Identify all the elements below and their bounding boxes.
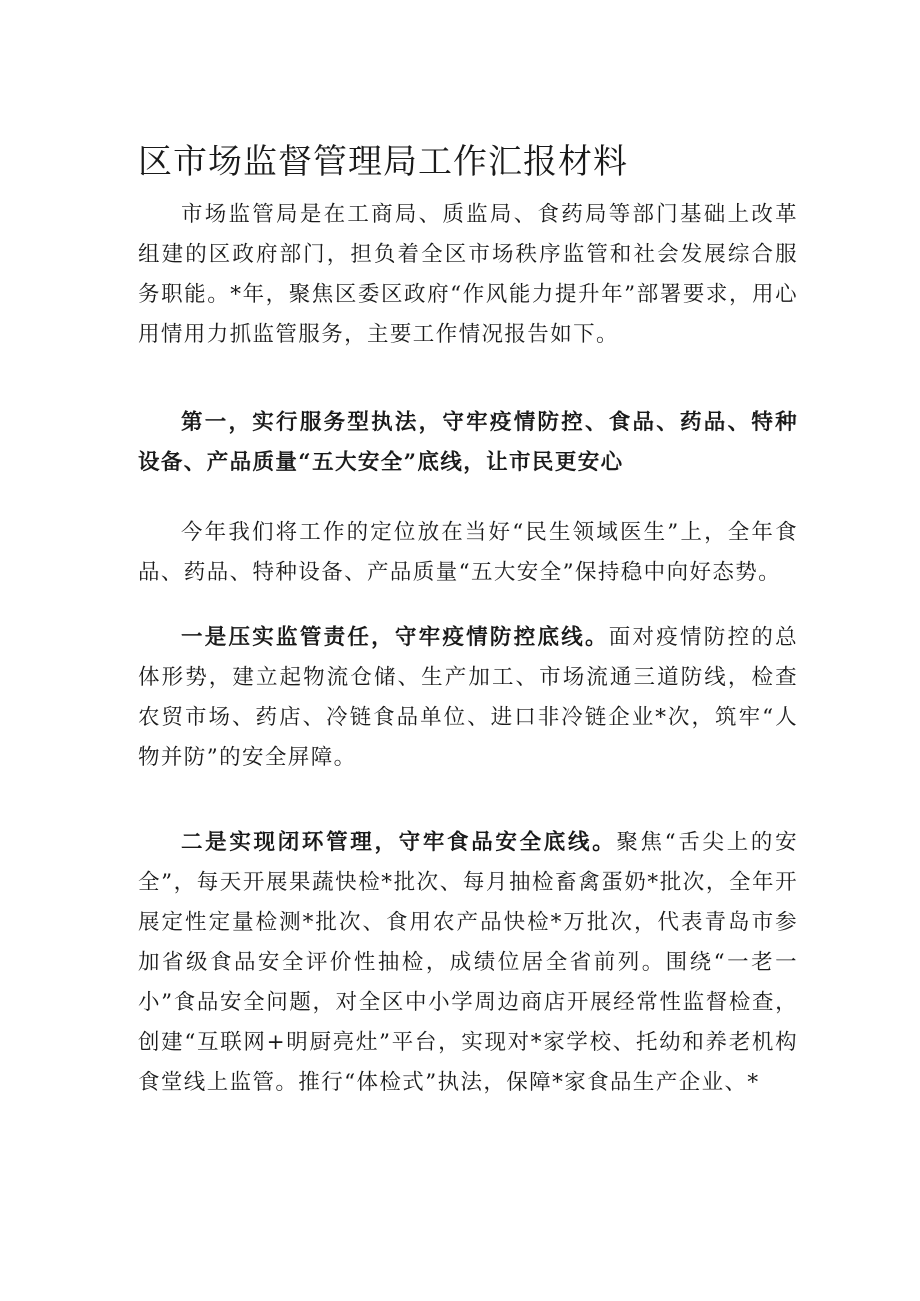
item-lead-epidemic: 一是压实监管责任，守牢疫情防控底线。 [181, 625, 609, 650]
item-paragraph-epidemic [138, 618, 798, 778]
section-heading: 第一，实行服务型执法，守牢疫情防控、食品、药品、特种设备、产品质量“五大安全”底线，让市民更安心 [138, 410, 798, 475]
item-body-food-safety: 聚焦“舌尖上的安全”，每天开展果蔬快检*批次、每月抽检畜禽蛋奶*批次，全年开展定性定量检测*批次、食用农产品快检*万批次，代表青岛市参加省级食品安全评价性抽检，成绩位居全省前列。围绕“一老一小”食品安全问题，对全区中小学周边商店开展经常性监督检查，创建“互联网+明厨亮灶”平台，实现对*家学校、托幼和养老机构食堂线上监管。推行“体检式”执法，保障*家食品生产企业、* [138, 830, 798, 1095]
intro-paragraph: 市场监管局是在工商局、质监局、食药局等部门基础上改革组建的区政府部门，担负着全区市场秩序监管和社会发展综合服务职能。*年，聚焦区委区政府“作风能力提升年”部署要求，用心用情用力抓监管服务，主要工作情况报告如下。 [138, 202, 798, 347]
item-paragraph-food-safety [138, 823, 798, 1103]
document-title: 区市场监督管理局工作汇报材料 [138, 142, 628, 182]
item-lead-food-safety: 二是实现闭环管理，守牢食品安全底线。 [181, 830, 617, 855]
item-body-epidemic: 面对疫情防控的总体形势，建立起物流仓储、生产加工、市场流通三道防线，检查农贸市场、药店、冷链食品单位、进口非冷链企业*次，筑牢“人物并防”的安全屏障。 [138, 625, 798, 770]
section-intro-paragraph: 今年我们将工作的定位放在当好“民生领域医生”上，全年食品、药品、特种设备、产品质量“五大安全”保持稳中向好态势。 [138, 520, 798, 585]
